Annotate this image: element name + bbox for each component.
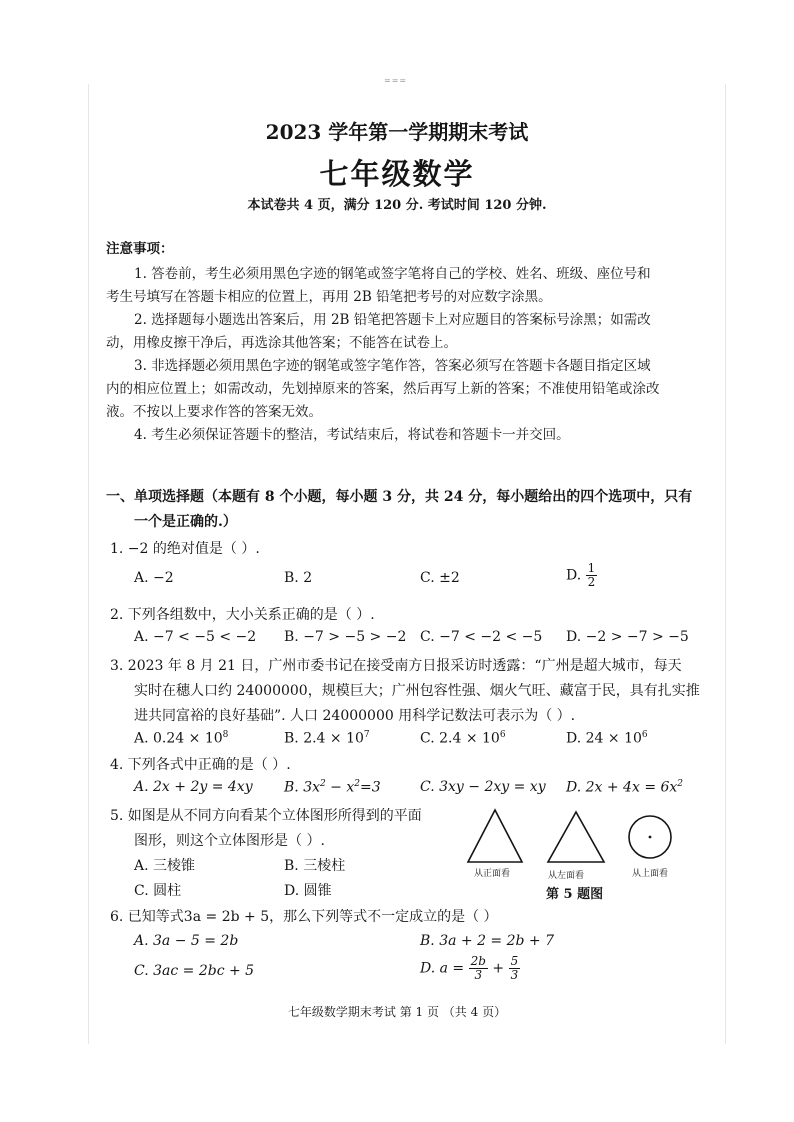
question-2-option-c: C. −7 < −2 < −5 <box>420 629 543 645</box>
fraction-numerator: 1 <box>587 561 596 575</box>
front-view-triangle <box>468 810 522 862</box>
figure-caption: 第 5 题图 <box>546 887 604 902</box>
question-1-option-a: A. −2 <box>134 570 174 586</box>
fraction-denominator: 2 <box>587 575 596 589</box>
question-3-option-b: B. $2.4 \times 10^7$ <box>284 730 370 747</box>
question-3-line-1: 3. 2023 年 8 月 21 日，广州市委书记在接受南方日报采访时透露：“广州是超大城市，每天 <box>110 658 682 674</box>
question-6-option-c: C. 3ac = 2bc + 5 <box>134 963 255 979</box>
section-heading: 一、单项选择题（本题有 8 个小题，每小题 3 分，共 24 分，每小题给出的四个选项中，只有 <box>106 489 693 505</box>
question-2-stem: 2. 下列各组数中，大小关系正确的是（ ）. <box>110 607 375 623</box>
question-1-option-d <box>566 562 597 589</box>
note-line: 1. 答卷前，考生必须用黑色字迹的钢笔或签字笔将自己的学校、姓名、班级、座位号和 <box>134 266 651 282</box>
question-5-line-2: 图形，则这个立体图形是（ ）. <box>134 833 325 849</box>
question-1-option-c: C. ±2 <box>420 570 460 586</box>
question-6-option-b: B. 3a + 2 = 2b + 7 <box>420 933 555 949</box>
question-2-option-a: A. −7 < −5 < −2 <box>134 629 257 645</box>
question-5-option-a: A. 三棱锥 <box>134 858 196 874</box>
left-view-label: 从左面看 <box>548 871 585 881</box>
question-4-option-c: C. 3xy − 2xy = xy <box>420 779 546 795</box>
subject-title: 七年级数学 <box>319 157 475 191</box>
note-line: 内的相应位置上；如需改动，先划掉原来的答案，然后再写上新的答案；不准使用铅笔或涂改 <box>106 381 660 397</box>
question-4-option-a: A. 2x + 2y = 4xy <box>134 779 253 795</box>
question-2-option-d: D. −2 > −7 > −5 <box>566 629 689 645</box>
question-5-line-1: 5. 如图是从不同方向看某个立体图形所得到的平面 <box>110 808 422 824</box>
note-line: 考生号填写在答题卡相应的位置上，再用 2B 铅笔把考号的对应数字涂黑。 <box>106 289 552 305</box>
left-view-triangle <box>548 812 604 862</box>
note-line: 液。不按以上要求作答的答案无效。 <box>106 404 322 420</box>
exam-title: 2023 学年第一学期期末考试 <box>265 120 529 144</box>
option-d-label: D. <box>566 567 582 584</box>
question-4-stem: 4. 下列各式中正确的是（ ）. <box>110 757 291 773</box>
note-line: 2. 选择题每小题选出答案后，用 2B 铅笔把答题卡上对应题目的答案标号涂黑；如需改 <box>134 312 651 328</box>
question-4-option-b: B. $3x^2 - x^2=3$ <box>284 779 381 796</box>
question-4-option-d: D. $2x + 4x = 6x^2$ <box>566 779 684 796</box>
question-5-option-b: B. 三棱柱 <box>284 858 346 874</box>
top-view-label: 从上面看 <box>632 869 669 879</box>
top-view-center-dot <box>649 836 652 839</box>
section-heading-cont: 一个是正确的.） <box>134 514 237 530</box>
page-footer: 七年级数学期末考试 第 1 页 （共 4 页） <box>287 1005 507 1019</box>
note-line: 3. 非选择题必须用黑色字迹的钢笔或签字笔作答，答案必须写在答题卡各题目指定区域 <box>134 358 651 374</box>
question-1-option-b: B. 2 <box>284 570 313 586</box>
plus-sign: + <box>492 960 505 977</box>
question-3-option-d: D. $24 \times 10^6$ <box>566 730 648 747</box>
page-border <box>88 84 726 1044</box>
question-6-option-d <box>420 955 520 982</box>
note-line: 4. 考生必须保证答题卡的整洁，考试结束后，将试卷和答题卡一并交回。 <box>134 427 570 443</box>
top-mark: === <box>384 76 408 85</box>
question-5-option-c: C. 圆柱 <box>134 883 182 899</box>
question-3-line-2: 实时在穗人口约 24000000，规模巨大；广州包容性强、烟火气旺、藏富于民，具有扎实推 <box>134 683 700 699</box>
note-line: 动，用橡皮擦干净后，再选涂其他答案；不能答在试卷上。 <box>106 335 457 351</box>
question-6-option-a: A. 3a − 5 = 2b <box>134 933 239 949</box>
question-1-stem: 1. −2 的绝对值是（ ）. <box>110 541 260 557</box>
fraction-2b-over-3: $\frac{2b}{3}$ <box>470 954 486 982</box>
question-3-option-a: A. $0.24 \times 10^8$ <box>134 730 229 747</box>
fraction-one-half <box>586 562 598 589</box>
question-3-line-3: 进共同富裕的良好基础”. 人口 24000000 用科学记数法可表示为（ ）. <box>134 708 576 724</box>
option-d-prefix: D. a = <box>420 960 465 977</box>
question-5-option-d: D. 圆锥 <box>284 883 332 899</box>
question-3-option-c: C. $2.4 \times 10^6$ <box>420 730 506 747</box>
notes-heading: 注意事项： <box>106 241 174 257</box>
front-view-label: 从正面看 <box>474 869 511 879</box>
question-6-stem: 6. 已知等式3a = 2b + 5，那么下列等式不一定成立的是（ ） <box>110 909 498 925</box>
fraction-5-over-3: $\frac{5}{3}$ <box>510 954 519 982</box>
exam-info: 本试卷共 4 页，满分 120 分. 考试时间 120 分钟. <box>247 198 547 213</box>
question-2-option-b: B. −7 > −5 > −2 <box>284 629 407 645</box>
